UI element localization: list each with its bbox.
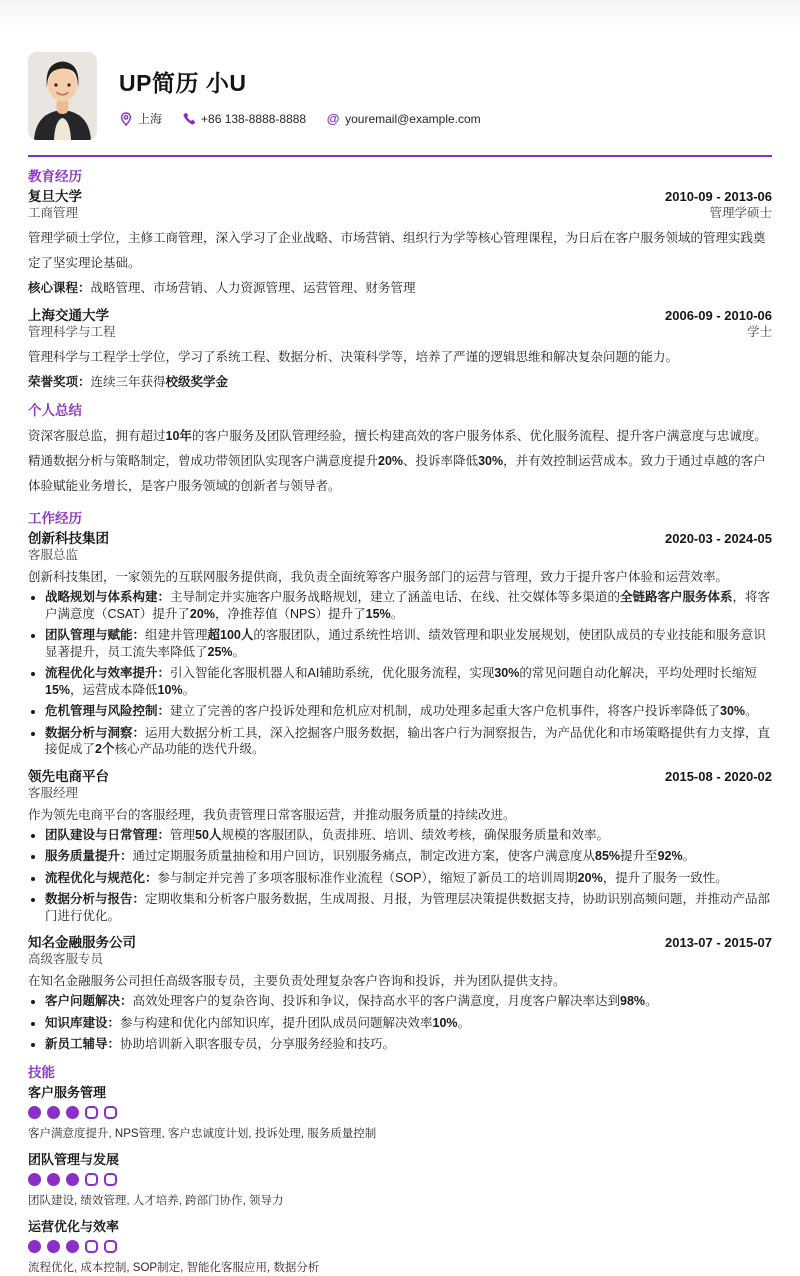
job-intro: 创新科技集团，一家领先的互联网服务提供商，我负责全面统筹客户服务部门的运营与管理，致力于提升客户体验和运营效率。	[28, 570, 729, 584]
education-honors: 荣誉奖项：连续三年获得校级奖学金	[28, 375, 229, 389]
education-date-range: 2006-09 - 2010-06	[665, 308, 772, 323]
section-work	[28, 511, 772, 1053]
resume-header	[28, 0, 772, 140]
email-text: youremail@example.com	[345, 111, 481, 126]
profile-photo	[28, 52, 97, 140]
job-bullet: • 战略规划与体系构建：主导制定并实施客户服务战略规划，建立了涵盖电话、在线、社交媒体等多渠道的全链路客户服务体系，将客户满意度（CSAT）提升了20%，净推荐值（NPS）提升了15%。	[45, 589, 772, 622]
job-bullet-list	[28, 589, 772, 758]
education-courses: 核心课程：战略管理、市场营销、人力资源管理、运营管理、财务管理	[28, 281, 416, 295]
work-entry	[28, 530, 772, 758]
job-intro: 在知名金融服务公司担任高级客服专员，主要负责处理复杂客户咨询和投诉，并为团队提供支持。	[28, 974, 566, 988]
skill-keywords: 团队建设, 绩效管理, 人才培养, 跨部门协作, 领导力	[28, 1194, 284, 1207]
skill-name: 客户服务管理	[28, 1084, 107, 1100]
work-entry-sub	[28, 951, 772, 967]
phone-text: +86 138-8888-8888	[201, 111, 307, 126]
education-entry	[28, 188, 772, 297]
school-name: 复旦大学	[28, 189, 82, 204]
company-name: 知名金融服务公司	[28, 935, 136, 950]
job-bullet: • 新员工辅导：协助培训新入职客服专员，分享服务经验和技巧。	[45, 1036, 772, 1053]
job-bullet: • 数据分析与洞察：运用大数据分析工具，深入挖掘客户服务数据，输出客户行为洞察报告，为产品优化和市场策略提供有力支撑，直接促成了2个核心产品功能的迭代升级。	[45, 725, 772, 758]
education-date-range: 2010-09 - 2013-06	[665, 189, 772, 204]
work-entry-sub	[28, 547, 772, 563]
work-entry-head	[28, 934, 772, 951]
job-role: 高级客服专员	[28, 952, 104, 966]
section-title-skills: 技能	[28, 1064, 55, 1080]
job-bullet: • 危机管理与风险控制：建立了完善的客户投诉处理和危机应对机制，成功处理多起重大客户危机事件，将客户投诉率降低了30%。	[45, 703, 772, 720]
section-skills	[28, 1065, 772, 1276]
skill-name: 团队管理与发展	[28, 1151, 120, 1167]
section-title-education: 教育经历	[28, 169, 82, 184]
skill-name: 运营优化与效率	[28, 1218, 120, 1234]
work-entry	[28, 768, 772, 925]
education-description: 管理学硕士学位，主修工商管理，深入学习了企业战略、市场营销、组织行为学等核心管理课程，为日后在客户服务领域的管理实践奠定了坚实理论基础。	[28, 231, 766, 270]
header-text	[119, 65, 481, 127]
skill-level	[28, 1240, 772, 1253]
education-degree: 学士	[746, 325, 772, 339]
work-entry-head	[28, 530, 772, 547]
work-entry-sub	[28, 785, 772, 801]
company-name: 领先电商平台	[28, 768, 109, 784]
skill-dot-filled	[47, 1173, 60, 1186]
skill-dot-empty	[85, 1106, 98, 1119]
job-bullet: • 知识库建设：参与构建和优化内部知识库，提升团队成员问题解决效率10%。	[45, 1015, 772, 1032]
phone-icon	[182, 112, 196, 126]
skill-dot-empty	[85, 1173, 98, 1186]
education-entry	[28, 307, 772, 391]
education-entry-head	[28, 307, 772, 324]
education-major: 工商管理	[28, 206, 79, 220]
work-entry	[28, 934, 772, 1053]
skill-dot-filled	[47, 1240, 60, 1253]
skill-dot-filled	[28, 1173, 41, 1186]
company-name: 创新科技集团	[28, 531, 109, 546]
skill-keywords: 客户满意度提升, NPS管理, 客户忠诚度计划, 投诉处理, 服务质量控制	[28, 1127, 377, 1140]
skill-dot-empty	[85, 1240, 98, 1253]
job-bullet: • 流程优化与效率提升：引入智能化客服机器人和AI辅助系统，优化服务流程，实现30%的常见问题自动化解决，平均处理时长缩短15%，运营成本降低10%。	[45, 665, 772, 698]
skill-dot-empty	[104, 1240, 117, 1253]
job-bullet: • 团队管理与赋能：组建并管理超100人的客服团队，通过系统性培训、绩效管理和职业发展规划，使团队成员的专业技能和服务意识显著提升，员工流失率降低了25%。	[45, 627, 772, 660]
location-pin-icon	[119, 112, 133, 126]
skill-level	[28, 1173, 772, 1186]
job-role: 客服总监	[28, 548, 79, 562]
section-summary	[28, 403, 772, 499]
job-bullet-list	[28, 993, 772, 1053]
header-divider	[28, 155, 772, 157]
education-description: 管理科学与工程学士学位，学习了系统工程、数据分析、决策科学等，培养了严谨的逻辑思维和解决复杂问题的能力。	[28, 350, 679, 364]
contact-location	[119, 110, 162, 127]
job-role: 客服经理	[28, 785, 79, 800]
skill-item	[28, 1218, 772, 1276]
work-date-range: 2013-07 - 2015-07	[665, 935, 772, 950]
work-date-range: 2020-03 - 2024-05	[665, 531, 772, 546]
section-education	[28, 169, 772, 391]
job-bullet: • 数据分析与报告：定期收集和分析客户服务数据，生成周报、月报，为管理层决策提供数据支持，协助识别高频问题，并推动产品部门进行优化。	[45, 891, 772, 924]
education-entry-head	[28, 188, 772, 205]
job-bullet: • 团队建设与日常管理：管理50人规模的客服团队，负责排班、培训、绩效考核，确保服务质量和效率。	[45, 827, 772, 844]
job-bullet: • 流程优化与规范化：参与制定并完善了多项客服标准作业流程（SOP），缩短了新员工的培训周期20%，提升了服务一致性。	[45, 870, 772, 887]
skill-level	[28, 1106, 772, 1119]
education-major: 管理科学与工程	[28, 325, 116, 339]
skill-dot-filled	[28, 1240, 41, 1253]
profile-photo-illustration	[28, 52, 97, 140]
skill-dot-filled	[28, 1106, 41, 1119]
job-bullet-list	[28, 827, 772, 925]
email-at-icon: @	[326, 111, 340, 126]
skill-item	[28, 1084, 772, 1142]
school-name: 上海交通大学	[28, 308, 109, 323]
location-text: 上海	[138, 112, 163, 126]
contact-email	[326, 112, 481, 126]
education-degree: 管理学硕士	[709, 206, 772, 220]
section-title-work: 工作经历	[28, 511, 82, 526]
candidate-name: UP简历 小U	[119, 70, 247, 96]
job-bullet: • 服务质量提升：通过定期服务质量抽检和用户回访，识别服务痛点，制定改进方案，使客户满意度从85%提升至92%。	[45, 848, 772, 865]
skill-dot-filled	[66, 1240, 79, 1253]
education-entry-sub	[28, 324, 772, 340]
skill-dot-filled	[47, 1106, 60, 1119]
job-intro: 作为领先电商平台的客服经理，我负责管理日常客服运营，并推动服务质量的持续改进。	[28, 807, 516, 822]
skill-dot-empty	[104, 1106, 117, 1119]
contact-row	[119, 110, 481, 127]
section-title-summary: 个人总结	[28, 403, 82, 418]
skill-item	[28, 1151, 772, 1209]
summary-text: 资深客服总监，拥有超过10年的客户服务及团队管理经验，擅长构建高效的客户服务体系、优化服务流程、提升客户满意度与忠诚度。精通数据分析与策略制定，曾成功带领团队实现客户满意度提升20%、投诉率降低30%，并有效控制运营成本。致力于通过卓越的客户体验赋能业务增长，是客户服务领域的创新者与领导者。	[28, 429, 767, 493]
skill-dot-filled	[66, 1173, 79, 1186]
skill-keywords: 流程优化, 成本控制, SOP制定, 智能化客服应用, 数据分析	[28, 1261, 320, 1274]
contact-phone	[182, 112, 306, 126]
skill-dot-empty	[104, 1173, 117, 1186]
job-bullet: • 客户问题解决：高效处理客户的复杂咨询、投诉和争议，保持高水平的客户满意度，月度客户解决率达到98%。	[45, 993, 772, 1010]
work-date-range: 2015-08 - 2020-02	[665, 768, 772, 784]
work-entry-head	[28, 768, 772, 785]
education-entry-sub	[28, 205, 772, 221]
skill-dot-filled	[66, 1106, 79, 1119]
